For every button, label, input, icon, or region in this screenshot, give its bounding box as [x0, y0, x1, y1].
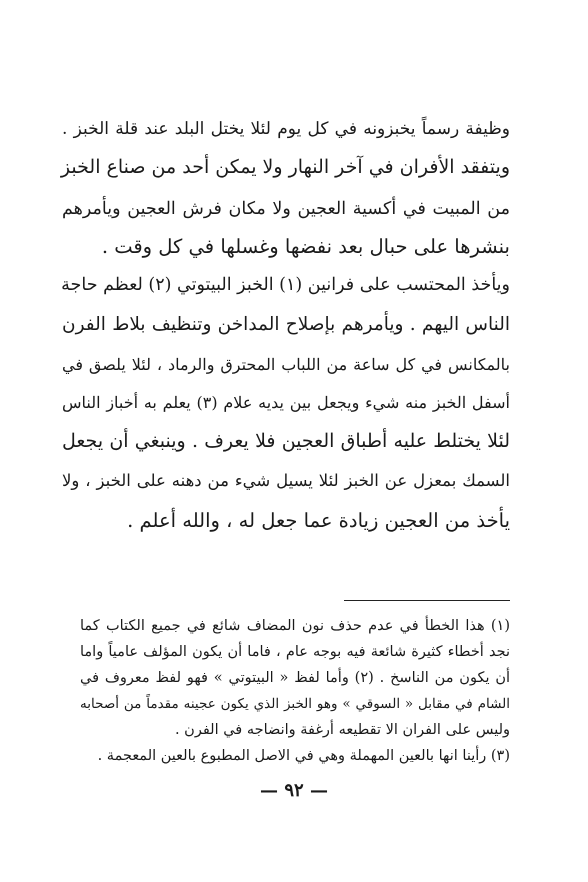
- body-line: أسفل الخبز منه شيء ويجعل بين يديه علام (٣) يعلم به أخباز الناس: [62, 393, 510, 412]
- body-line: ويأخذ المحتسب على فرانين (١) الخبز البيتوتي (٢) لعظم حاجة: [61, 275, 510, 295]
- body-line: من المبيت في أكسية العجين ولا مكان فرش العجين ويأمرهم: [62, 199, 510, 219]
- footnote-separator: [344, 600, 510, 601]
- body-line: ويتفقد الأفران في آخر النهار ولا يمكن أحد من صناع الخبز: [60, 156, 510, 178]
- footnote-line: أن يكون من الناسخ . (٢) وأما لفظ « البيتوتي » فهو لفظ معروف في: [80, 670, 511, 686]
- body-line: الناس اليهم . ويأمرهم بإصلاح المداخن وتنظيف بلاط الفرن: [62, 314, 510, 335]
- footnote-line: (١) هذا الخطأ في عدم حذف نون المضاف شائع في جميع الكتاب كما: [80, 618, 510, 634]
- body-line: السمك بمعزل عن الخبز لئلا يسيل شيء من دهنه على الخبز ، ولا: [62, 471, 510, 490]
- footnote-line: (٣) رأينا انها بالعين المهملة وهي في الاصل المطبوع بالعين المعجمة .: [97, 748, 510, 764]
- body-line: بالمكانس في كل ساعة من اللباب المحترق والرماد ، لئلا يلصق في: [62, 355, 510, 374]
- footnote-line: وليس على الفران الا تقطيعه أرغفة وانضاجه في الفرن .: [174, 722, 510, 738]
- body-line: وظيفة رسماً يخبزونه في كل يوم لئلا يختل البلد عند قلة الخبز .: [62, 119, 510, 139]
- body-line: لئلا يختلط عليه أطباق العجين فلا يعرف . وينبغي أن يجعل: [62, 430, 510, 452]
- footnote-line: الشام في مقابل « السوقي » وهو الخبز الذي يكون عجينه مقدماً من أصحابه: [80, 696, 510, 712]
- body-line: بنشرها على حبال بعد نفضها وغسلها في كل وقت .: [101, 235, 510, 258]
- body-line: يأخذ من العجين زيادة عما جعل له ، والله أعلم .: [127, 509, 510, 532]
- page-number: — ٩٢ —: [260, 780, 328, 801]
- footnote-line: نجد أخطاء كثيرة شائعة فيه بوجه عام ، فاما أن يكون المؤلف عامياً واما: [80, 644, 510, 660]
